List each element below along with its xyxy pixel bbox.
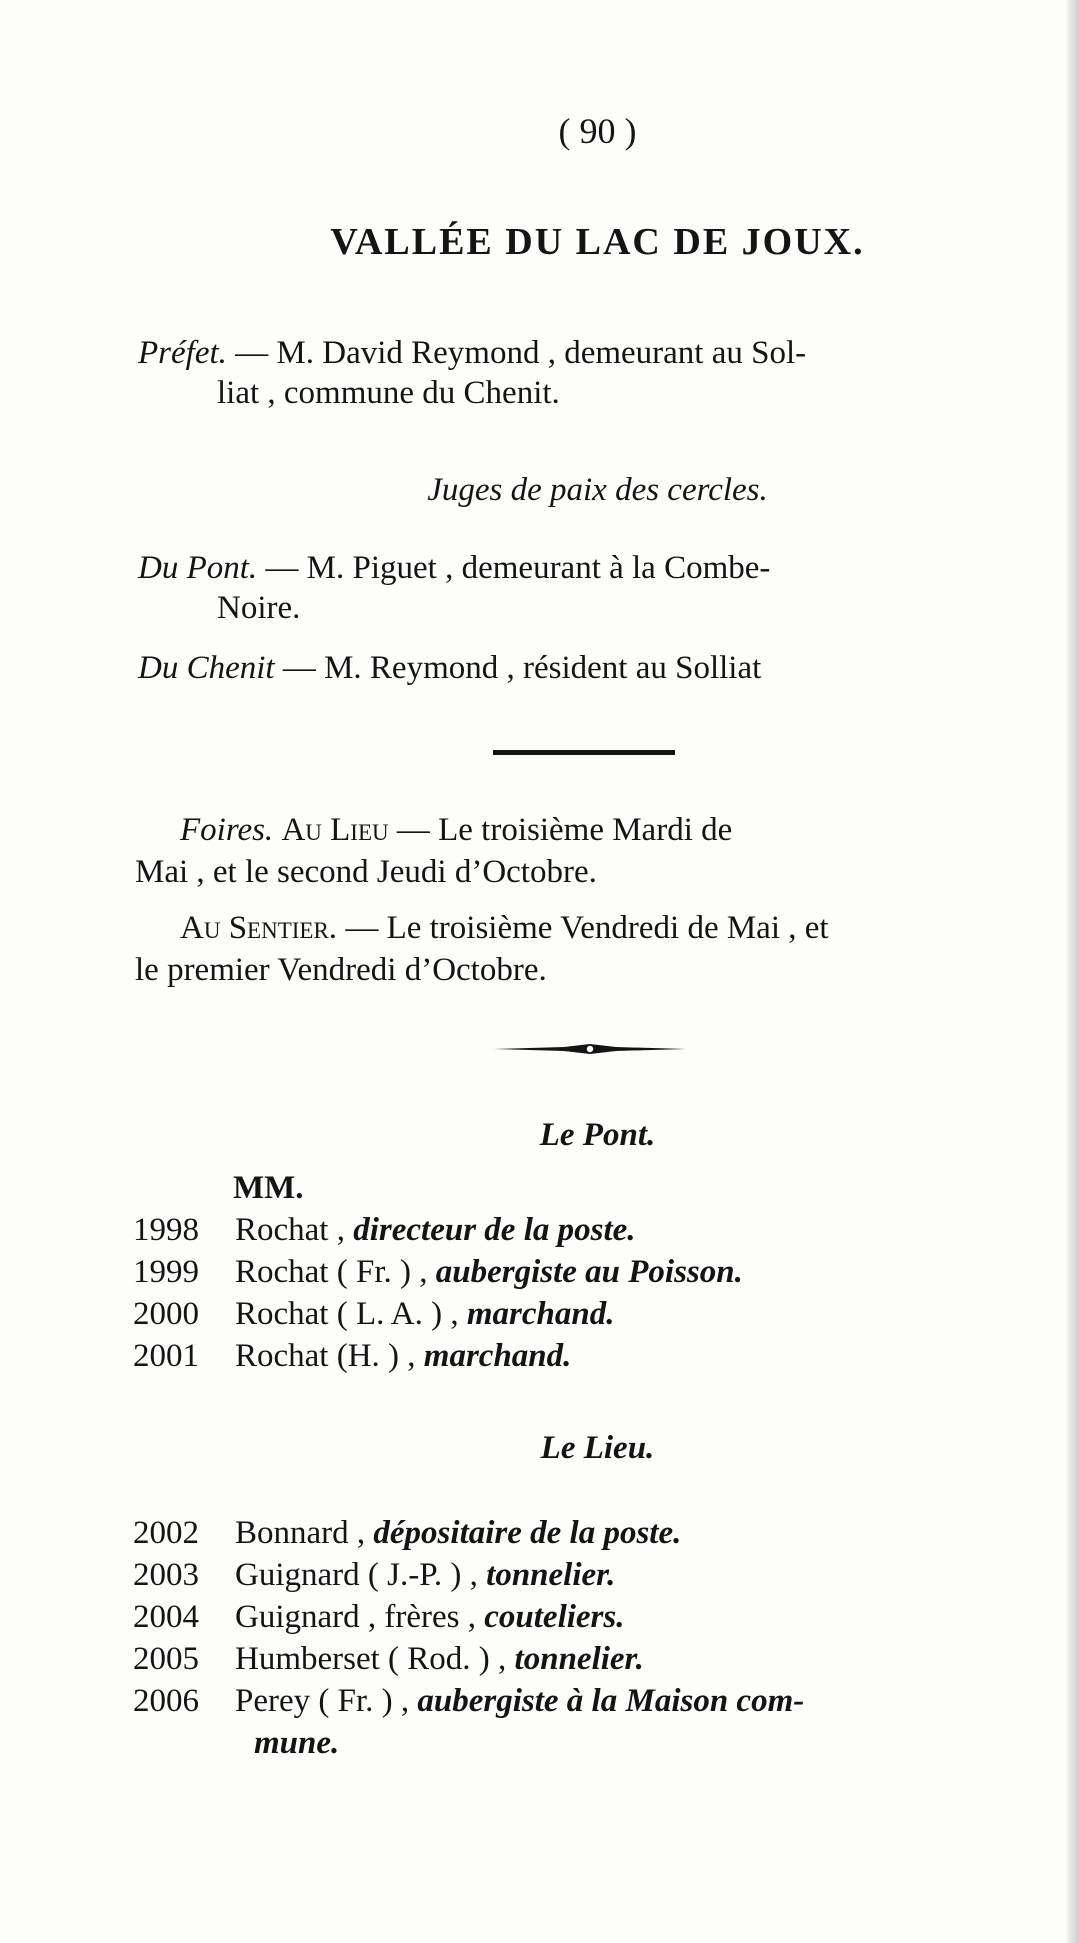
entry-role: marchand. — [466, 1296, 615, 1332]
foires-text-1a: — Le troisième Mardi de — [396, 812, 733, 848]
entry-role: aubergiste au Poisson. — [435, 1254, 743, 1290]
foires-text-2a: — Le troisième Vendredi de Mai , et — [345, 910, 829, 946]
juge-chenit-line — [138, 648, 761, 688]
entry-continuation: mune. — [254, 1725, 340, 1761]
entry-name: Rochat (H. ) , — [235, 1338, 416, 1374]
prefet-text: — M. David Reymond , demeurant au Sol- — [235, 335, 807, 371]
ornamental-divider — [494, 1043, 686, 1055]
entry-role: directeur de la poste. — [353, 1212, 636, 1248]
foires-line-1 — [180, 810, 732, 850]
entry-name: Humberset ( Rod. ) , — [235, 1641, 507, 1677]
entry-number: 2004 — [133, 1599, 199, 1635]
le-pont-heading: Le Pont. — [539, 1117, 656, 1153]
entry-role: aubergiste à la Maison com- — [417, 1683, 805, 1719]
entry-number: 1998 — [133, 1212, 199, 1248]
entry-number: 2005 — [133, 1641, 199, 1677]
foires-label: Foires. — [180, 812, 274, 848]
entry-role: couteliers. — [484, 1599, 625, 1635]
entry-role: tonnelier. — [486, 1557, 616, 1593]
prefet-continuation: liat , commune du Chenit. — [217, 375, 560, 411]
juge-pont-text: — M. Piguet , demeurant à la Combe- — [265, 550, 771, 586]
entry-name: Rochat ( L. A. ) , — [235, 1296, 459, 1332]
page-title: VALLÉE DU LAC DE JOUX. — [330, 221, 865, 263]
entry-number: 2006 — [133, 1683, 199, 1719]
entry-name: Guignard , frères , — [235, 1599, 476, 1635]
prefet-label: Préfet. — [138, 335, 227, 371]
entry-name: Rochat ( Fr. ) , — [235, 1254, 428, 1290]
foires-line-3 — [180, 908, 829, 948]
list-item — [133, 1294, 615, 1334]
entry-number: 2003 — [133, 1557, 199, 1593]
page-number: ( 90 ) — [558, 111, 637, 151]
le-lieu-heading: Le Lieu. — [540, 1430, 655, 1466]
entry-number: 1999 — [133, 1254, 199, 1290]
entry-number: 2001 — [133, 1338, 199, 1374]
list-item — [133, 1555, 615, 1595]
list-item — [133, 1597, 624, 1637]
section-divider-rule — [493, 750, 675, 755]
entry-number: 2002 — [133, 1515, 199, 1551]
list-item — [133, 1252, 743, 1292]
entry-name: Perey ( Fr. ) , — [235, 1683, 410, 1719]
juge-pont-line — [138, 548, 770, 588]
entry-name: Bonnard , — [235, 1515, 366, 1551]
list-item — [133, 1513, 681, 1553]
entry-name: Rochat , — [235, 1212, 345, 1248]
juges-heading: Juges de paix des cercles. — [427, 472, 768, 508]
entry-name: Guignard ( J.-P. ) , — [235, 1557, 478, 1593]
entry-role: dépositaire de la poste. — [373, 1515, 682, 1551]
entry-number: 2000 — [133, 1296, 199, 1332]
juge-chenit-label: Du Chenit — [138, 650, 275, 686]
list-item — [133, 1336, 571, 1376]
foires-line-4: le premier Vendredi d’Octobre. — [135, 952, 547, 988]
juge-chenit-text: — M. Reymond , résident au Solliat — [282, 650, 762, 686]
list-item — [133, 1639, 644, 1679]
entry-role: tonnelier. — [514, 1641, 644, 1677]
prefet-line — [138, 333, 1048, 373]
page-edge-shadow — [1065, 0, 1079, 1943]
foires-place-1: Au Lieu — [281, 812, 389, 848]
juge-pont-continuation: Noire. — [217, 590, 301, 626]
list-item — [133, 1681, 804, 1721]
juge-pont-label: Du Pont. — [138, 550, 258, 586]
foires-place-2: Au Sentier. — [180, 910, 338, 946]
mm-label: MM. — [233, 1170, 304, 1206]
entry-role: marchand. — [423, 1338, 572, 1374]
list-item — [133, 1210, 636, 1250]
foires-line-2: Mai , et le second Jeudi d’Octobre. — [135, 854, 597, 890]
